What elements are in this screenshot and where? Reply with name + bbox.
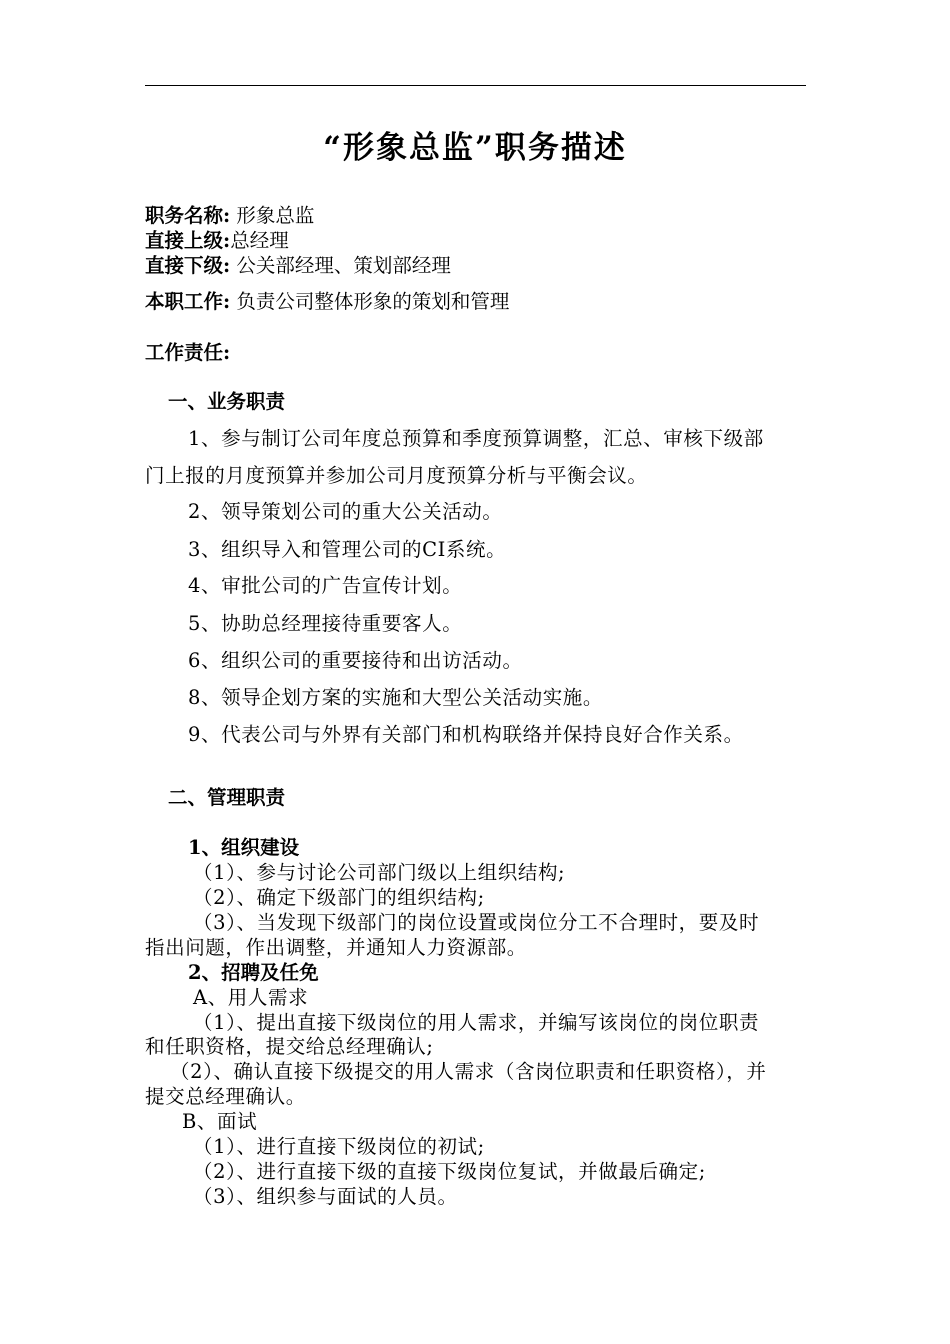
section2-sub2-heading: 2、招聘及任免 [188, 961, 319, 984]
duty-value: 负责公司整体形象的策划和管理 [236, 290, 510, 313]
header-rule [145, 85, 806, 86]
subordinate-row [145, 250, 451, 278]
job-name-label: 职务名称: [145, 204, 231, 227]
section2-sub1-item3-line2: 指出问题，作出调整，并通知人力资源部。 [145, 936, 527, 959]
section2-sub2-a-item2-line2: 提交总经理确认。 [145, 1085, 306, 1108]
section1-item9: 9、代表公司与外界有关部门和机构联络并保持良好合作关系。 [188, 723, 744, 746]
section1-item5: 5、协助总经理接待重要客人。 [188, 612, 463, 635]
document-title: “形象总监”职务描述 [323, 130, 627, 166]
section1-item1-line2: 门上报的月度预算并参加公司月度预算分析与平衡会议。 [145, 464, 648, 487]
section1-item6: 6、组织公司的重要接待和出访活动。 [188, 649, 523, 672]
section2-sub2-a-item1-line2: 和任职资格，提交给总经理确认; [145, 1035, 434, 1058]
section2-sub2-b-heading: B、面试 [182, 1110, 258, 1133]
superior-value: 总经理 [230, 229, 289, 252]
superior-label: 直接上级: [145, 229, 231, 252]
section2-sub2-b-item1: （1）、进行直接下级岗位的初试; [193, 1135, 485, 1158]
job-name-value: 形象总监 [236, 204, 315, 227]
section2-sub1-item2: （2）、确定下级部门的组织结构; [193, 886, 485, 909]
section1-item1-line1: 1、参与制订公司年度总预算和季度预算调整，汇总、审核下级部 [188, 427, 764, 450]
section1-item3: 3、组织导入和管理公司的CI系统。 [188, 538, 507, 561]
section2-sub2-a-heading: A、用人需求 [193, 986, 309, 1009]
duty-row [145, 286, 509, 314]
superior-row [145, 225, 289, 253]
section2-sub2-b-item3: （3）、组织参与面试的人员。 [193, 1185, 458, 1208]
section1-item8: 8、领导企划方案的实施和大型公关活动实施。 [188, 686, 604, 709]
section1-item4: 4、审批公司的广告宣传计划。 [188, 574, 463, 597]
section2-sub1-heading: 1、组织建设 [188, 836, 300, 859]
section2-sub1-item1: （1）、参与讨论公司部门级以上组织结构; [193, 861, 566, 884]
section2-sub2-a-item1-line1: （1）、提出直接下级岗位的用人需求，并编写该岗位的岗位职责 [193, 1011, 760, 1034]
section1-heading: 一、业务职责 [168, 390, 286, 413]
responsibility-heading: 工作责任: [145, 341, 231, 364]
job-name-row [145, 200, 314, 228]
section2-sub2-a-item2-line1: （2）、确认直接下级提交的用人需求（含岗位职责和任职资格），并 [170, 1060, 767, 1083]
subordinate-label: 直接下级: [145, 254, 231, 277]
section2-sub1-item3-line1: （3）、当发现下级部门的岗位设置或岗位分工不合理时，要及时 [193, 911, 760, 934]
section2-sub2-b-item2: （2）、进行直接下级的直接下级岗位复试，并做最后确定; [193, 1160, 706, 1183]
duty-label: 本职工作: [145, 290, 231, 313]
section1-item2: 2、领导策划公司的重大公关活动。 [188, 500, 503, 523]
section2-heading: 二、管理职责 [168, 786, 286, 809]
subordinate-value: 公关部经理、策划部经理 [236, 254, 451, 277]
